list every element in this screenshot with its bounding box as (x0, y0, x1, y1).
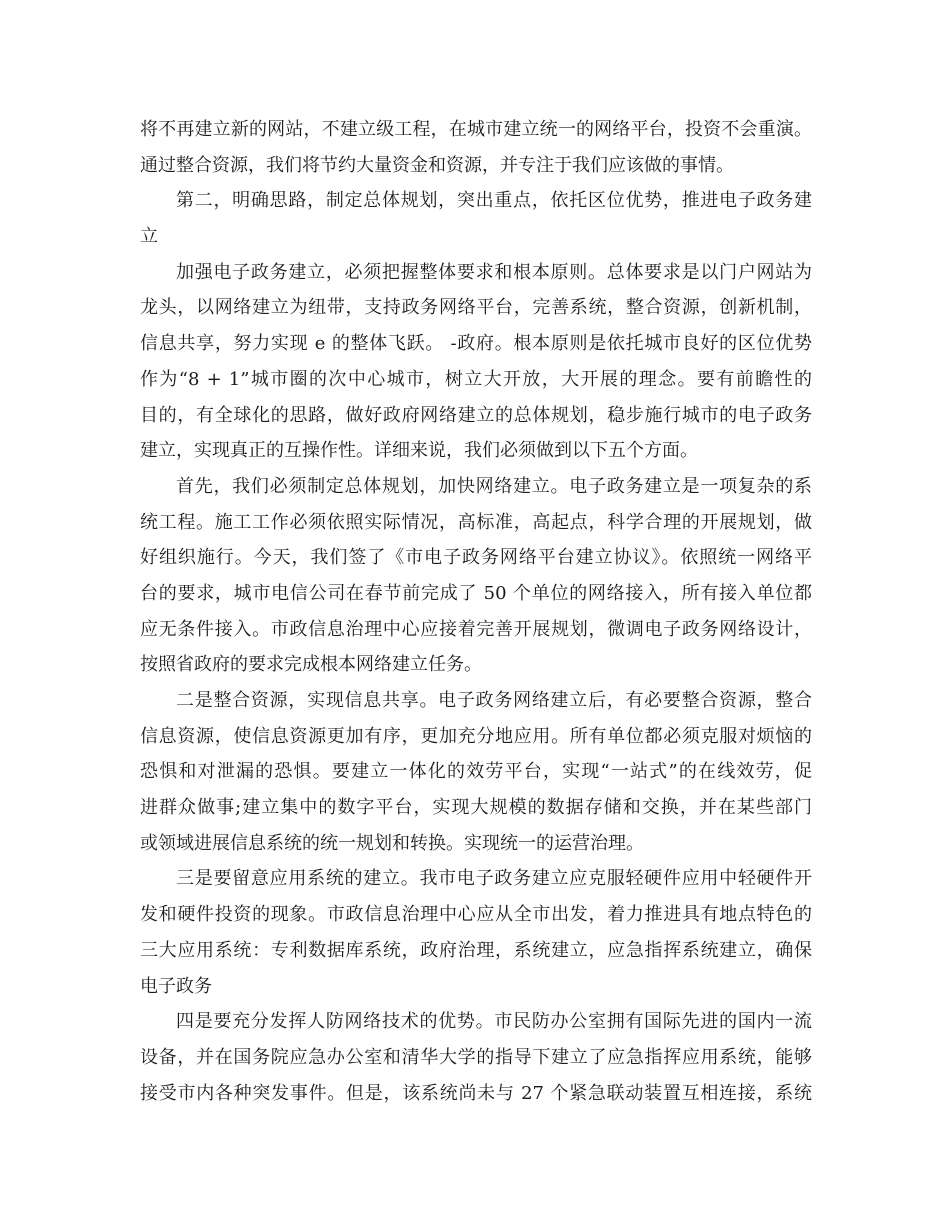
text-line: 三大应用系统：专利数据库系统，政府治理，系统建立，应急指挥系统建立，确保 (140, 939, 812, 961)
text-line: 目的，有全球化的思路，做好政府网络建立的总体规划，稳步施行城市的电子政务 (140, 404, 812, 426)
text-line: 台的要求，城市电信公司在春节前完成了 50 个单位的网络接入，所有接入单位都 (140, 582, 812, 604)
text-line: 接受市内各种突发事件。但是，该系统尚未与 27 个紧急联动装置互相连接，系统 (140, 1082, 812, 1104)
paragraph-start-line: 二是整合资源，实现信息共享。电子政务网络建立后，有必要整合资源，整合 (176, 690, 812, 711)
paragraph-start-line: 加强电子政务建立，必须把握整体要求和根本原则。总体要求是以门户网站为 (176, 261, 812, 283)
paragraph-start-line: 三是要留意应用系统的建立。我市电子政务建立应克服轻硬件应用中轻硬件开 (176, 868, 812, 890)
paragraph-start-line: 第二，明确思路，制定总体规划，突出重点，依托区位优势，推进电子政务建 (176, 190, 812, 212)
text-line: 作为“8 + 1”城市圈的次中心城市，树立大开放，大开展的理念。要有前瞻性的 (140, 368, 812, 390)
text-line: 立 (140, 226, 158, 248)
text-line: 恐惧和对泄漏的恐惧。要建立一体化的效劳平台，实现“一站式”的在线效劳，促 (140, 761, 812, 783)
paragraph-start-line: 四是要充分发挥人防网络技术的优势。市民防办公室拥有国际先进的国内一流 (176, 1011, 812, 1033)
text-line: 建立，实现真正的互操作性。详细来说，我们必须做到以下五个方面。 (140, 440, 698, 462)
paragraph-start-line: 首先，我们必须制定总体规划，加快网络建立。电子政务建立是一项复杂的系 (176, 475, 812, 497)
text-line: 信息资源，使信息资源更加有序，更加充分地应用。所有单位都必须克服对烦恼的 (140, 725, 812, 747)
text-line: 好组织施行。今天，我们签了《市电子政务网络平台建立协议》。依照统一网络平 (140, 547, 812, 569)
text-line: 龙头，以网络建立为纽带，支持政务网络平台，完善系统，整合资源，创新机制， (140, 297, 812, 319)
text-line: 应无条件接入。市政信息治理中心应接着完善开展规划，微调电子政务网络设计， (140, 618, 812, 640)
text-line: 信息共享，努力实现 e 的整体飞跃。 -政府。根本原则是依托城市良好的区位优势 (140, 333, 812, 355)
text-line: 设备，并在国务院应急办公室和清华大学的指导下建立了应急指挥应用系统，能够 (140, 1046, 812, 1068)
text-line: 通过整合资源，我们将节约大量资金和资源，并专注于我们应该做的事情。 (140, 154, 734, 176)
document-body (140, 112, 812, 1111)
text-line: 按照省政府的要求完成根本网络建立任务。 (140, 654, 482, 676)
text-line: 将不再建立新的网站，不建立级工程，在城市建立统一的网络平台，投资不会重演。 (140, 119, 812, 140)
text-line: 或领域进展信息系统的统一规划和转换。实现统一的运营治理。 (140, 832, 644, 854)
text-line: 电子政务 (140, 975, 212, 997)
text-line: 统工程。施工工作必须依照实际情况，高标准，高起点，科学合理的开展规划，做 (140, 511, 812, 533)
text-line: 进群众做事;建立集中的数字平台，实现大规模的数据存储和交换，并在某些部门 (140, 797, 812, 819)
text-line: 发和硬件投资的现象。市政信息治理中心应从全市出发，着力推进具有地点特色的 (140, 904, 812, 926)
